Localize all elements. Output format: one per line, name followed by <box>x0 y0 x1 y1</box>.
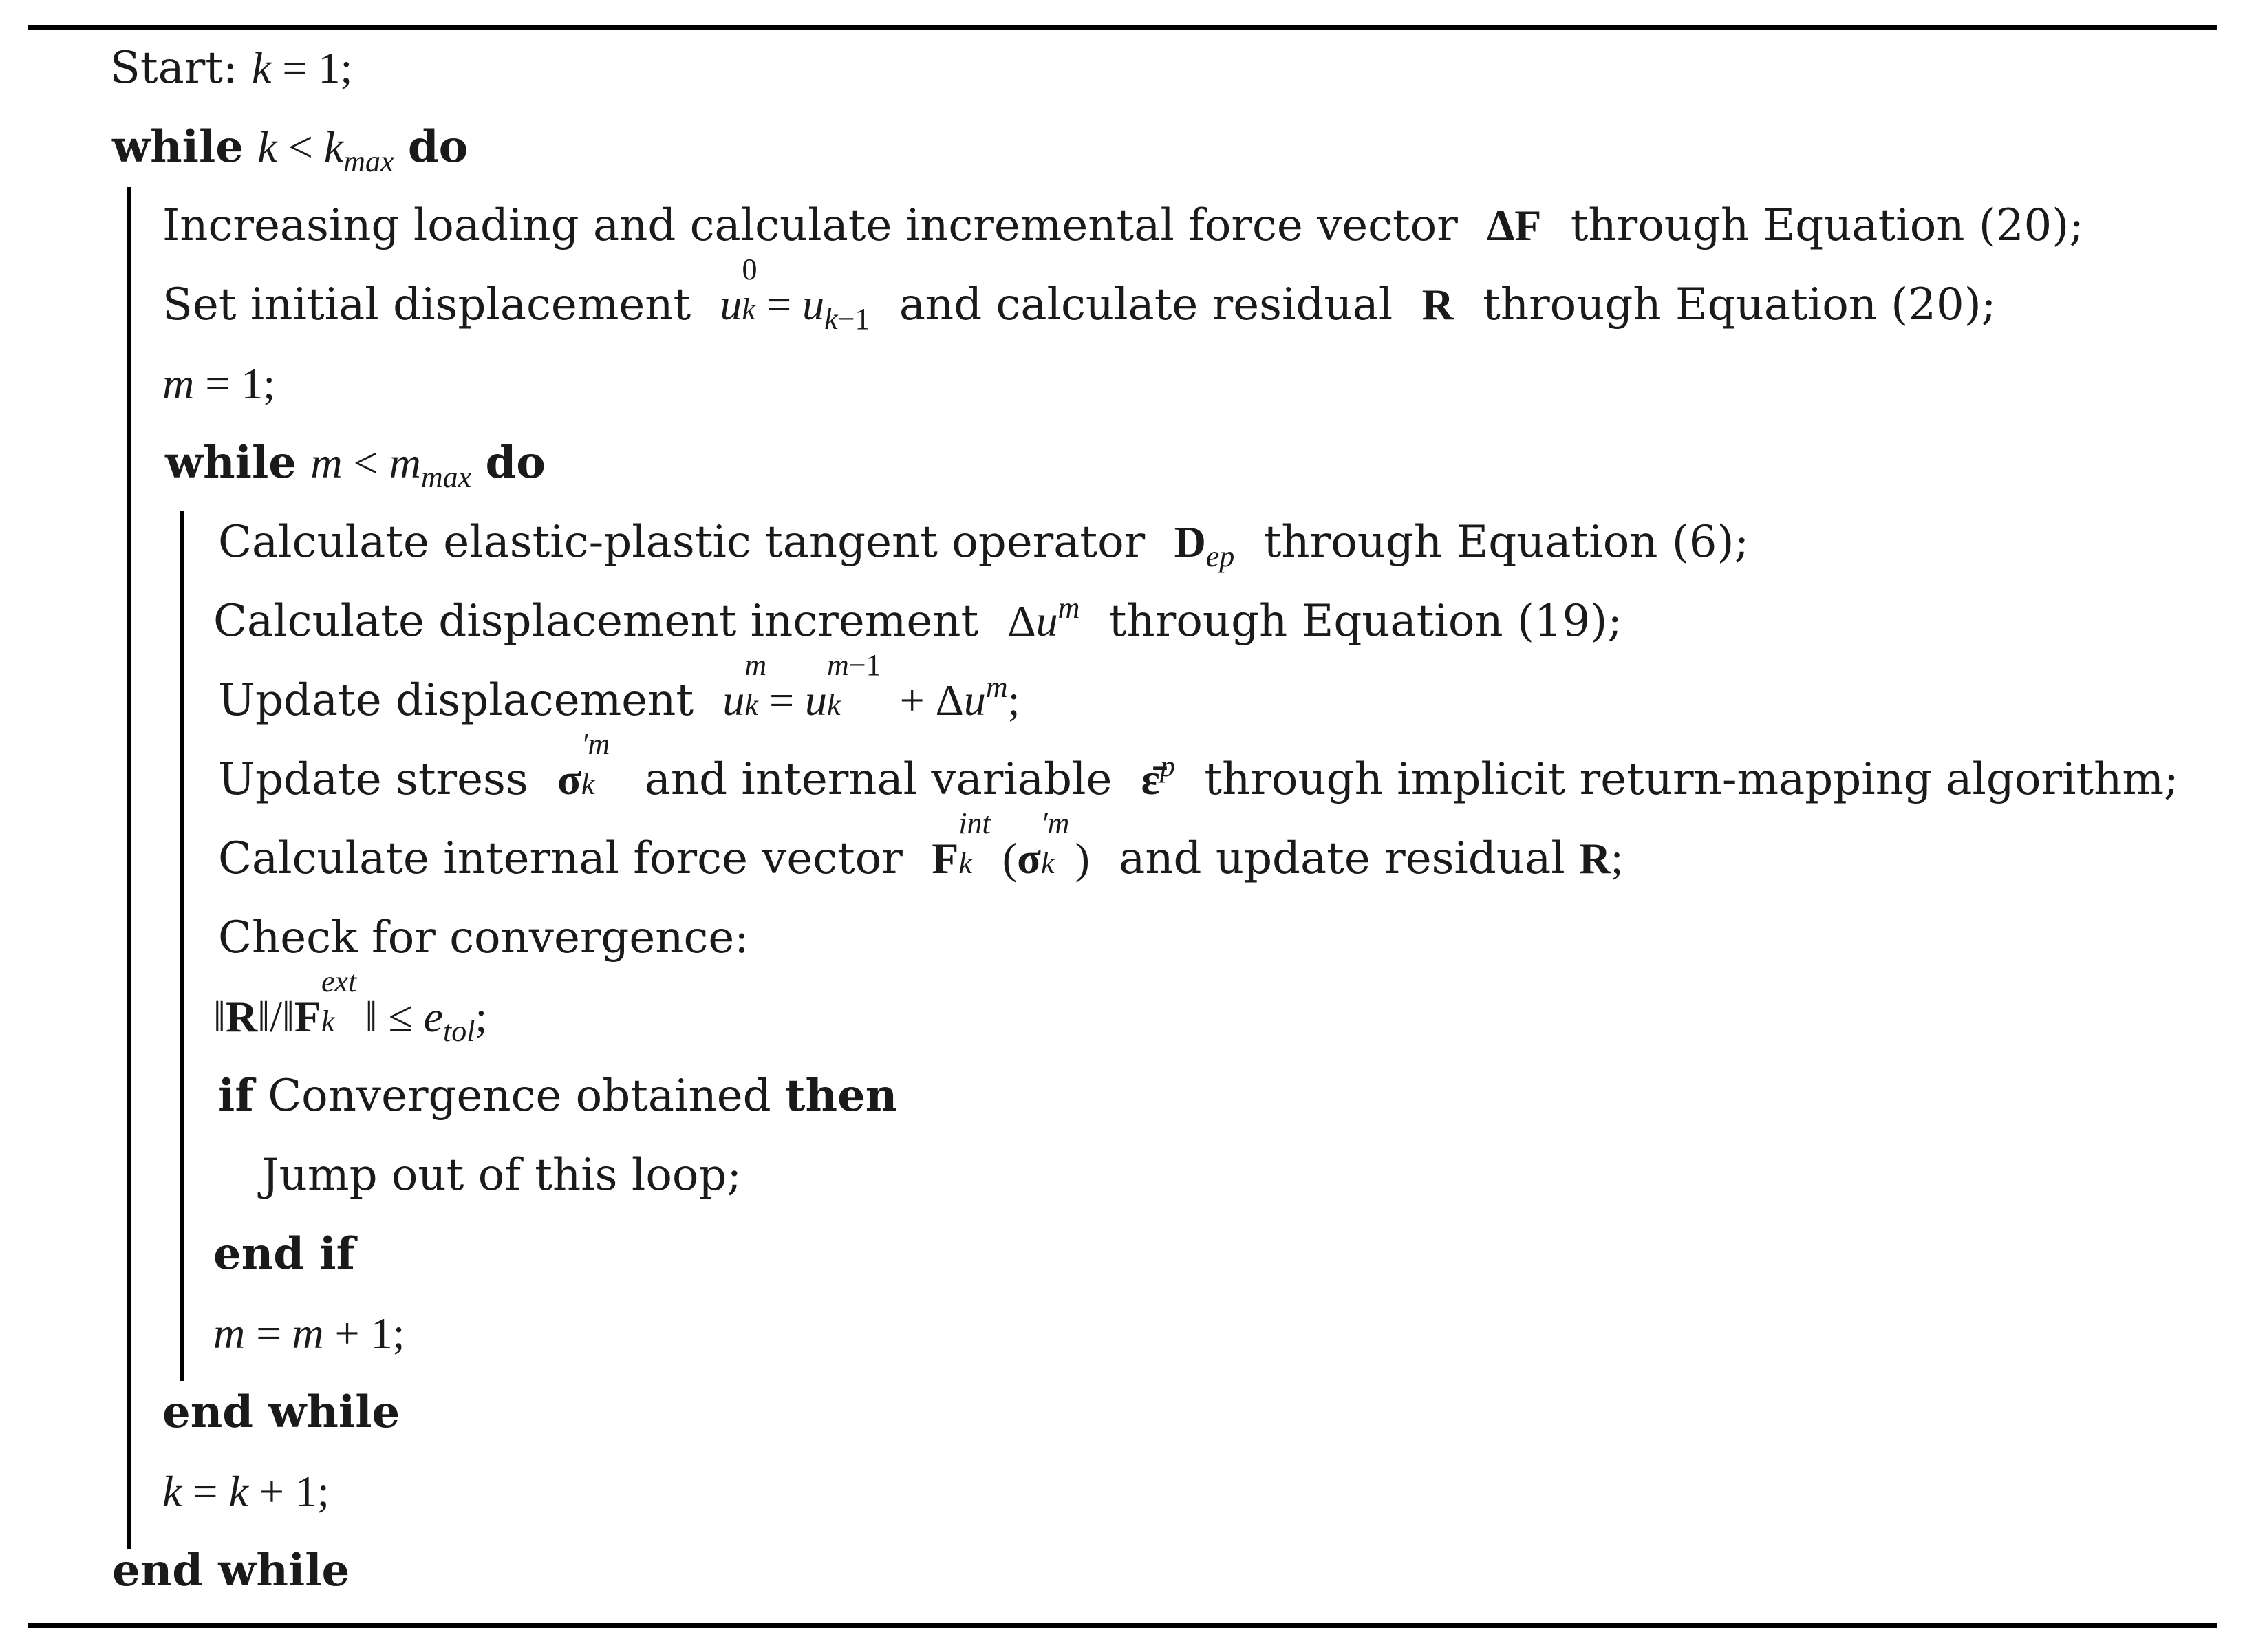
line-check-convergence <box>218 909 749 967</box>
line-inner-while: while $m < m_{max}$ do <box>165 437 546 494</box>
kw-do: do <box>485 437 546 489</box>
text: Calculate internal force vector <box>218 833 903 884</box>
kw-end-while: end while <box>112 1545 350 1596</box>
line-k-increment: k = k + 1; <box>162 1467 330 1516</box>
text: Update stress <box>218 754 528 805</box>
outer-loop-bar <box>127 187 131 1549</box>
line-outer-while: while $k < k_{max}$ do <box>112 121 469 178</box>
text: and update residual <box>1119 833 1565 884</box>
line-m-init: m = 1; <box>162 359 276 408</box>
text: through implicit return-mapping algorithm; <box>1204 754 2179 805</box>
kw-while: while <box>112 121 244 173</box>
text: Convergence obtained <box>268 1071 771 1122</box>
start-label: Start: <box>110 43 238 94</box>
line-end-if <box>213 1225 355 1283</box>
text: Set initial displacement <box>162 279 691 330</box>
line-if <box>218 1067 897 1125</box>
text: through Equation (20); <box>1570 200 2084 251</box>
text: Update displacement <box>218 675 694 726</box>
line-initial-displacement: Set initial displacement u 0 $k = u_{k-1}$ and calculate residual R through Equation (20); <box>162 253 1997 336</box>
line-update-stress: Update stress σ ′m k and internal variable ε̄$^p$ through implicit return-mapping algorithm; <box>218 727 2179 805</box>
text: Check for convergence: <box>218 912 749 963</box>
kw-end-if: end if <box>213 1228 356 1280</box>
kw-while: while <box>165 437 297 489</box>
text: and calculate residual <box>899 279 1393 330</box>
line-convergence-criterion: ‖R‖/‖F ext k ‖ ≤ $e_{tol}$; <box>213 965 488 1048</box>
line-start: Start: k = 1; <box>110 43 353 94</box>
text: and internal variable <box>644 754 1113 805</box>
line-displacement-increment: Calculate displacement increment $\Delta u^m$ through Equation (19); <box>213 591 1622 647</box>
line-end-outer-while <box>112 1542 350 1600</box>
inner-loop-bar <box>180 511 184 1381</box>
line-increase-load: Increasing loading and calculate incremental force vector ΔF through Equation (20); <box>162 200 2084 251</box>
text: through Equation (20); <box>1483 279 1997 330</box>
text: Jump out of this loop; <box>261 1150 742 1201</box>
text: through Equation (19); <box>1108 596 1622 647</box>
line-m-increment: m = m + 1; <box>213 1309 405 1358</box>
bottom-rule <box>28 1623 2217 1628</box>
top-rule <box>28 25 2217 30</box>
text: Calculate elastic-plastic tangent operator <box>218 517 1146 568</box>
line-internal-force: Calculate internal force vector F int k (σ ′m k ) and update residual R; <box>218 806 1624 884</box>
line-end-inner-while <box>162 1384 400 1441</box>
kw-then: then <box>784 1070 898 1122</box>
line-jump-out <box>261 1146 742 1204</box>
text: Increasing loading and calculate incremental force vector <box>162 200 1458 251</box>
kw-do: do <box>407 121 469 173</box>
text: through Equation (6); <box>1263 517 1750 568</box>
line-update-displacement: Update displacement u m k = u m−1 $k + \Delta u^m$; <box>218 648 1020 726</box>
text: Calculate displacement increment <box>213 596 979 647</box>
kw-end-while: end while <box>162 1386 400 1438</box>
kw-if: if <box>218 1070 254 1122</box>
line-tangent-operator: Calculate elastic-plastic tangent operator $D_{ep}$ through Equation (6); <box>218 517 1750 573</box>
